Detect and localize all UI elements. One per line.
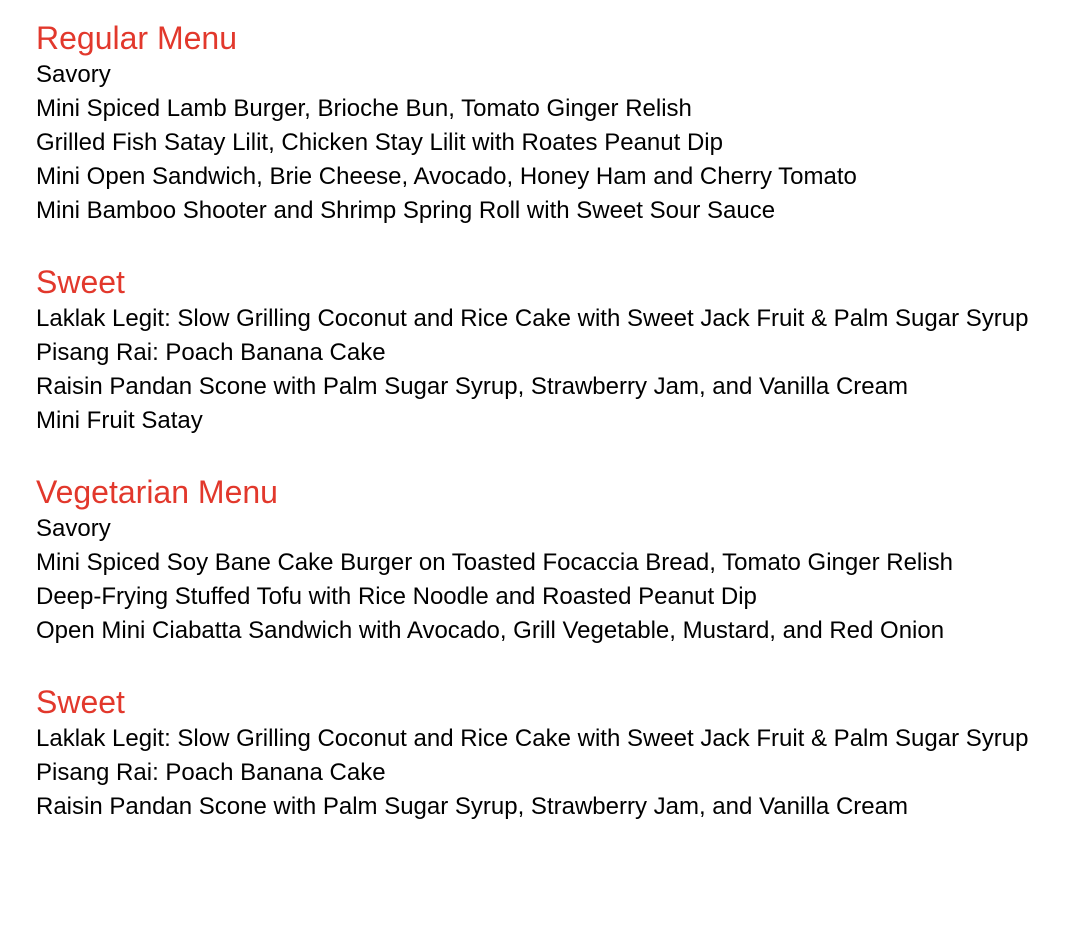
menu-item: Mini Fruit Satay [36, 407, 203, 434]
section-vegetarian-sweet [36, 682, 1036, 824]
menu-item: Grilled Fish Satay Lilit, Chicken Stay Lilit with Roates Peanut Dip [36, 129, 723, 156]
section-heading: Regular Menu [36, 20, 237, 56]
section-heading: Sweet [36, 684, 125, 720]
menu-item: Mini Spiced Soy Bane Cake Burger on Toasted Focaccia Bread, Tomato Ginger Relish [36, 549, 953, 576]
item-list [36, 722, 1036, 824]
section-spacer [36, 648, 1036, 682]
item-list [36, 302, 1036, 438]
item-list [36, 546, 1036, 648]
menu-item: Pisang Rai: Poach Banana Cake [36, 759, 386, 786]
menu-item: Mini Bamboo Shooter and Shrimp Spring Roll with Sweet Sour Sauce [36, 197, 776, 224]
section-subheading: Savory [36, 515, 111, 542]
section-heading: Vegetarian Menu [36, 474, 278, 510]
menu-item: Mini Open Sandwich, Brie Cheese, Avocado, Honey Ham and Cherry Tomato [36, 163, 857, 190]
item-list [36, 92, 1036, 228]
menu-item: Raisin Pandan Scone with Palm Sugar Syrup, Strawberry Jam, and Vanilla Cream [36, 373, 908, 400]
section-regular-menu [36, 18, 1036, 228]
section-spacer [36, 438, 1036, 472]
section-heading: Sweet [36, 264, 125, 300]
menu-item: Raisin Pandan Scone with Palm Sugar Syrup, Strawberry Jam, and Vanilla Cream [36, 793, 908, 820]
section-spacer [36, 228, 1036, 262]
menu-page [36, 18, 1036, 824]
section-regular-sweet [36, 262, 1036, 438]
menu-item: Deep-Frying Stuffed Tofu with Rice Noodle and Roasted Peanut Dip [36, 583, 757, 610]
section-subheading: Savory [36, 61, 111, 88]
menu-item: Laklak Legit: Slow Grilling Coconut and Rice Cake with Sweet Jack Fruit & Palm Sugar Syrup [36, 305, 1029, 332]
menu-item: Mini Spiced Lamb Burger, Brioche Bun, Tomato Ginger Relish [36, 95, 692, 122]
menu-item: Pisang Rai: Poach Banana Cake [36, 339, 386, 366]
menu-item: Open Mini Ciabatta Sandwich with Avocado, Grill Vegetable, Mustard, and Red Onion [36, 617, 945, 644]
menu-item: Laklak Legit: Slow Grilling Coconut and Rice Cake with Sweet Jack Fruit & Palm Sugar Syrup [36, 725, 1029, 752]
section-vegetarian-menu [36, 472, 1036, 648]
